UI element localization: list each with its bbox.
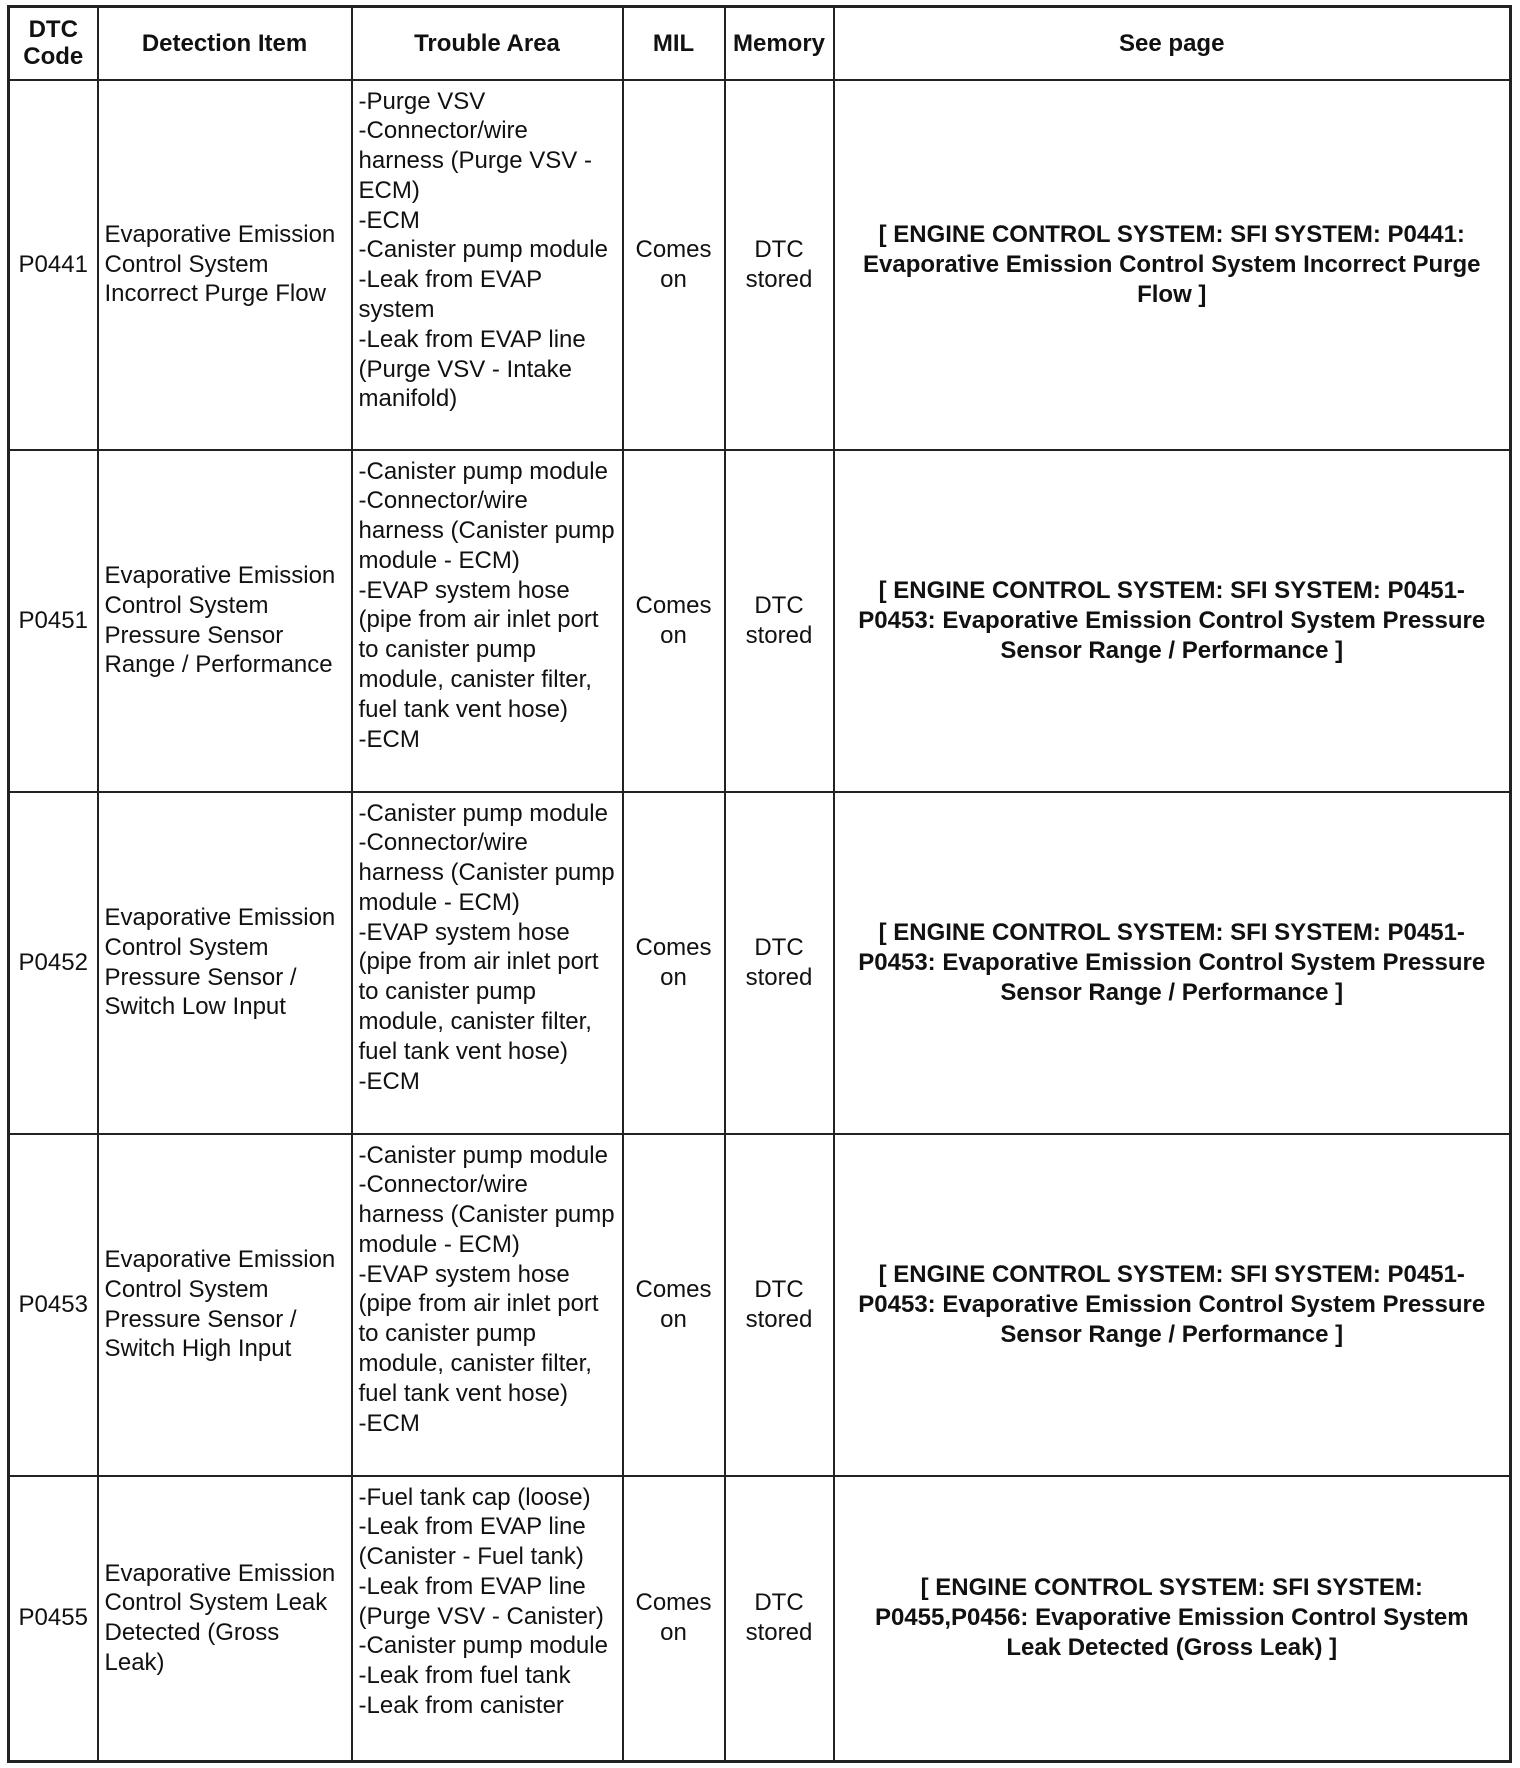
see-page-link[interactable]: [ ENGINE CONTROL SYSTEM: SFI SYSTEM: P0451-P0453: Evaporative Emission Control System Pressure Sensor Range / Performance ] bbox=[834, 450, 1511, 792]
mil-cell: Comes on bbox=[623, 450, 725, 792]
trouble-area-line: -Fuel tank cap (loose) bbox=[358, 1483, 591, 1511]
trouble-area-line: -ECM bbox=[358, 206, 420, 234]
dtc-code-cell: P0441 bbox=[9, 80, 98, 450]
dtc-table bbox=[7, 5, 1512, 1763]
dtc-code-cell: P0453 bbox=[9, 1134, 98, 1476]
table-row bbox=[9, 80, 1511, 450]
table-row bbox=[9, 792, 1511, 1134]
detection-item-cell: Evaporative Emission Control System Pressure Sensor / Switch High Input bbox=[98, 1134, 352, 1476]
trouble-area-line: -ECM bbox=[358, 1067, 420, 1095]
trouble-area-line: -Leak from EVAP line (Purge VSV - Intake manifold) bbox=[358, 325, 586, 413]
memory-cell: DTC stored bbox=[725, 1476, 834, 1762]
detection-item-cell: Evaporative Emission Control System Pressure Sensor Range / Performance bbox=[98, 450, 352, 792]
trouble-area-line: -Leak from EVAP line (Canister - Fuel tank) bbox=[358, 1513, 586, 1571]
trouble-area-cell bbox=[352, 80, 623, 450]
detection-item-cell: Evaporative Emission Control System Leak Detected (Gross Leak) bbox=[98, 1476, 352, 1762]
trouble-area-line: -Connector/wire harness (Canister pump module - ECM) bbox=[358, 829, 615, 916]
trouble-area-line: -EVAP system hose (pipe from air inlet port to canister pump module, canister filter, fuel tank vent hose) bbox=[358, 918, 599, 1065]
dtc-code-cell: P0455 bbox=[9, 1476, 98, 1762]
dtc-code-cell: P0452 bbox=[9, 792, 98, 1134]
trouble-area-line: -Connector/wire harness (Canister pump module - ECM) bbox=[358, 487, 615, 574]
detection-item-cell: Evaporative Emission Control System Pressure Sensor / Switch Low Input bbox=[98, 792, 352, 1134]
header-mil: MIL bbox=[623, 7, 725, 80]
trouble-area-line: -Canister pump module bbox=[358, 1141, 608, 1169]
trouble-area-line: -Canister pump module bbox=[358, 236, 608, 264]
header-row bbox=[9, 7, 1511, 80]
trouble-area-line: -ECM bbox=[358, 1409, 420, 1437]
trouble-area-line: -Leak from canister bbox=[358, 1692, 564, 1720]
detection-item-cell: Evaporative Emission Control System Incorrect Purge Flow bbox=[98, 80, 352, 450]
dtc-code-cell: P0451 bbox=[9, 450, 98, 792]
header-trouble-area: Trouble Area bbox=[352, 7, 623, 80]
header-dtc-code: DTC Code bbox=[9, 7, 98, 80]
mil-cell: Comes on bbox=[623, 80, 725, 450]
trouble-area-line: -EVAP system hose (pipe from air inlet port to canister pump module, canister filter, fuel tank vent hose) bbox=[358, 576, 599, 723]
table-row bbox=[9, 450, 1511, 792]
header-see-page: See page bbox=[834, 7, 1511, 80]
trouble-area-line: -Canister pump module bbox=[358, 457, 608, 485]
memory-cell: DTC stored bbox=[725, 450, 834, 792]
see-page-link[interactable]: [ ENGINE CONTROL SYSTEM: SFI SYSTEM: P0451-P0453: Evaporative Emission Control System Pressure Sensor Range / Performance ] bbox=[834, 1134, 1511, 1476]
trouble-area-line: -Leak from fuel tank bbox=[358, 1662, 571, 1690]
header-detection-item: Detection Item bbox=[98, 7, 352, 80]
trouble-area-line: -Leak from EVAP line (Purge VSV - Canister) bbox=[358, 1572, 604, 1630]
trouble-area-cell bbox=[352, 1476, 623, 1762]
mil-cell: Comes on bbox=[623, 792, 725, 1134]
trouble-area-line: -Connector/wire harness (Canister pump module - ECM) bbox=[358, 1171, 615, 1258]
trouble-area-line: -Purge VSV bbox=[358, 87, 486, 115]
table-row bbox=[9, 1134, 1511, 1476]
trouble-area-line: -ECM bbox=[358, 725, 420, 753]
memory-cell: DTC stored bbox=[725, 80, 834, 450]
see-page-link[interactable]: [ ENGINE CONTROL SYSTEM: SFI SYSTEM: P0455,P0456: Evaporative Emission Control System Leak Detected (Gross Leak) ] bbox=[834, 1476, 1511, 1762]
trouble-area-line: -Canister pump module bbox=[358, 799, 608, 827]
table-row bbox=[9, 1476, 1511, 1762]
memory-cell: DTC stored bbox=[725, 1134, 834, 1476]
trouble-area-line: -EVAP system hose (pipe from air inlet port to canister pump module, canister filter, fuel tank vent hose) bbox=[358, 1260, 599, 1407]
trouble-area-line: -Canister pump module bbox=[358, 1632, 608, 1660]
trouble-area-line: -Connector/wire harness (Purge VSV - ECM) bbox=[358, 117, 592, 204]
trouble-area-cell bbox=[352, 450, 623, 792]
memory-cell: DTC stored bbox=[725, 792, 834, 1134]
see-page-link[interactable]: [ ENGINE CONTROL SYSTEM: SFI SYSTEM: P0451-P0453: Evaporative Emission Control System Pressure Sensor Range / Performance ] bbox=[834, 792, 1511, 1134]
trouble-area-line: -Leak from EVAP system bbox=[358, 266, 542, 324]
mil-cell: Comes on bbox=[623, 1476, 725, 1762]
mil-cell: Comes on bbox=[623, 1134, 725, 1476]
header-memory: Memory bbox=[725, 7, 834, 80]
see-page-link[interactable]: [ ENGINE CONTROL SYSTEM: SFI SYSTEM: P0441: Evaporative Emission Control System Incorrect Purge Flow ] bbox=[834, 80, 1511, 450]
trouble-area-cell bbox=[352, 792, 623, 1134]
trouble-area-cell bbox=[352, 1134, 623, 1476]
